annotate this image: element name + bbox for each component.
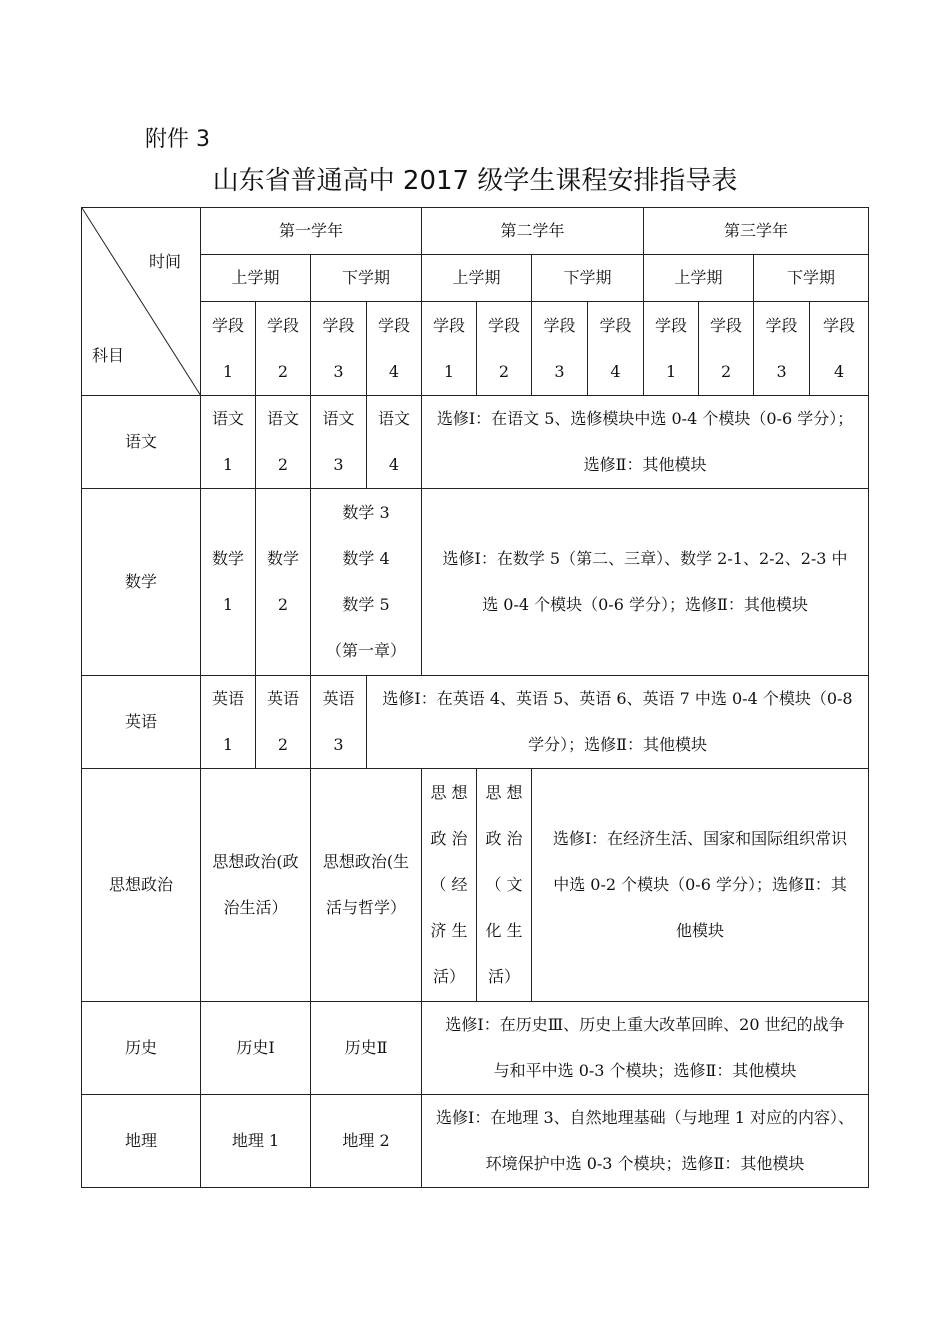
stage-number: 3 [333, 361, 344, 381]
subject-cell: 语文 [82, 396, 201, 489]
year-header: 第一学年 [201, 208, 422, 255]
desc-line: 选修Ⅰ：在英语 4、英语 5、英语 6、英语 7 中选 0-4 个模块（0-8 [382, 689, 853, 708]
desc-line: 选修Ⅰ：在历史Ⅲ、历史上重大改革回眸、20 世纪的战争 [445, 1015, 845, 1034]
stage-header [810, 302, 869, 396]
stage-number: 4 [610, 361, 621, 381]
stage-word: 学段 [599, 315, 632, 335]
desc-line: 与和平中选 0-3 个模块；选修Ⅱ：其他模块 [493, 1061, 797, 1080]
course-line: 语文 [322, 409, 355, 428]
course-line: （第一章） [326, 641, 407, 660]
desc-line: 中选 0-2 个模块（0-6 学分）；选修Ⅱ：其 [553, 875, 847, 894]
stage-word: 学段 [488, 315, 521, 335]
diagonal-line [82, 208, 201, 396]
header-corner-cell [82, 208, 201, 396]
course-line: 活与哲学） [326, 898, 407, 917]
course-line: 思想政治(政 [212, 852, 299, 871]
course-cell [201, 396, 256, 489]
stage-number: 3 [776, 361, 787, 381]
course-line: 语文 [266, 409, 299, 428]
stage-header [311, 302, 367, 396]
stage-header [532, 302, 588, 396]
elective-description [367, 676, 869, 769]
stage-header [422, 302, 477, 396]
stage-word: 学段 [655, 315, 688, 335]
stage-word: 学段 [211, 315, 244, 335]
course-line: 语文 [378, 409, 411, 428]
year-header: 第二学年 [422, 208, 644, 255]
stage-word: 学段 [710, 315, 743, 335]
course-line: 数学 [211, 549, 244, 568]
course-line: 3 [333, 735, 344, 754]
elective-description [422, 396, 869, 489]
course-cell [201, 676, 256, 769]
course-line: 思想政治(生 [322, 852, 410, 871]
desc-line: 选修Ⅰ：在数学 5（第二、三章）、数学 2-1、2-2、2-3 中 [442, 549, 848, 568]
course-line: 英语 [266, 689, 299, 708]
course-line: 政 治 [430, 829, 468, 848]
course-cell [311, 769, 422, 1002]
stage-number: 1 [665, 361, 677, 381]
stage-number: 2 [277, 361, 289, 381]
course-cell [311, 489, 422, 676]
course-line: 化 生 [485, 921, 523, 940]
course-cell: 历史Ⅱ [311, 1002, 422, 1095]
course-line: （ 经 [430, 875, 468, 894]
course-schedule-table [81, 207, 869, 1188]
subject-cell: 历史 [82, 1002, 201, 1095]
desc-line: 选修Ⅰ：在地理 3、自然地理基础（与地理 1 对应的内容）、 [436, 1108, 854, 1127]
course-line: 2 [277, 735, 289, 754]
subject-label: 科目 [92, 346, 125, 365]
course-line: 1 [222, 735, 234, 754]
stage-number: 2 [720, 361, 732, 381]
course-cell [201, 489, 256, 676]
desc-line: 选修Ⅱ：其他模块 [583, 455, 707, 474]
course-line: 2 [277, 595, 289, 614]
course-cell [311, 676, 367, 769]
attachment-label: 附件 3 [145, 127, 210, 152]
course-line: 活） [488, 967, 521, 986]
desc-line: 学分）；选修Ⅱ：其他模块 [528, 735, 707, 754]
stage-word: 学段 [266, 315, 299, 335]
course-line: 数学 5 [342, 595, 390, 614]
semester-header: 上学期 [422, 255, 532, 302]
table-row [82, 396, 869, 489]
table-row [82, 676, 869, 769]
desc-line: 选 0-4 个模块（0-6 学分）；选修Ⅱ：其他模块 [482, 595, 808, 614]
course-cell [256, 396, 311, 489]
course-cell [201, 769, 311, 1002]
course-line: 数学 4 [342, 549, 390, 568]
stage-word: 学段 [543, 315, 576, 335]
time-label: 时间 [149, 252, 182, 271]
stage-number: 1 [443, 361, 455, 381]
course-line: 济 生 [430, 921, 468, 940]
course-cell [477, 769, 532, 1002]
stage-word: 学段 [378, 315, 411, 335]
stage-word: 学段 [433, 315, 466, 335]
stage-header [201, 302, 256, 396]
stage-header [477, 302, 532, 396]
course-line: 思 想 [430, 783, 468, 802]
table-row [82, 1095, 869, 1188]
subject-cell: 思想政治 [82, 769, 201, 1002]
elective-description [532, 769, 869, 1002]
stage-number: 4 [833, 361, 845, 381]
course-line: 1 [222, 595, 234, 614]
stage-word: 学段 [322, 315, 355, 335]
course-cell [422, 769, 477, 1002]
stage-header [588, 302, 644, 396]
course-cell [367, 396, 422, 489]
stage-header [754, 302, 810, 396]
table-row [82, 489, 869, 676]
course-line: 政 治 [485, 829, 523, 848]
desc-line: 他模块 [676, 921, 725, 940]
course-line: 活） [433, 967, 466, 986]
course-line: 2 [277, 455, 289, 474]
semester-header: 上学期 [644, 255, 754, 302]
course-cell [256, 489, 311, 676]
course-line: 英语 [211, 689, 244, 708]
course-cell [256, 676, 311, 769]
subject-cell: 地理 [82, 1095, 201, 1188]
course-line: 数学 [266, 549, 299, 568]
year-header: 第三学年 [644, 208, 869, 255]
semester-header: 上学期 [201, 255, 311, 302]
course-line: 3 [333, 455, 344, 474]
stage-header [699, 302, 754, 396]
course-line: 1 [222, 455, 234, 474]
course-line: 语文 [211, 409, 244, 428]
course-cell: 地理 2 [311, 1095, 422, 1188]
subject-cell: 英语 [82, 676, 201, 769]
course-cell: 历史Ⅰ [201, 1002, 311, 1095]
course-cell [311, 396, 367, 489]
course-line: 英语 [322, 689, 355, 708]
stage-number: 3 [554, 361, 565, 381]
course-line: 治生活） [223, 898, 288, 917]
semester-header: 下学期 [311, 255, 422, 302]
stage-word: 学段 [823, 315, 856, 335]
table-row [82, 1002, 869, 1095]
subject-cell: 数学 [82, 489, 201, 676]
stage-number: 2 [498, 361, 510, 381]
elective-description [422, 489, 869, 676]
stage-word: 学段 [765, 315, 798, 335]
desc-line: 环境保护中选 0-3 个模块；选修Ⅱ：其他模块 [485, 1154, 805, 1173]
elective-description [422, 1002, 869, 1095]
stage-number: 1 [222, 361, 234, 381]
table-row [82, 769, 869, 1002]
course-cell: 地理 1 [201, 1095, 311, 1188]
page-title: 山东省普通高中 2017 级学生课程安排指导表 [212, 166, 738, 196]
stage-header [644, 302, 699, 396]
stage-header [367, 302, 422, 396]
stage-number: 4 [388, 361, 400, 381]
stage-header [256, 302, 311, 396]
elective-description [422, 1095, 869, 1188]
semester-header: 下学期 [754, 255, 869, 302]
course-line: 思 想 [485, 783, 523, 802]
course-line: （ 文 [485, 875, 523, 894]
course-line: 数学 3 [342, 503, 390, 522]
semester-header: 下学期 [532, 255, 644, 302]
course-line: 4 [388, 455, 400, 474]
desc-line: 选修Ⅰ：在经济生活、国家和国际组织常识 [552, 829, 848, 848]
desc-line: 选修Ⅰ：在语文 5、选修模块中选 0-4 个模块（0-6 学分）； [436, 409, 854, 428]
